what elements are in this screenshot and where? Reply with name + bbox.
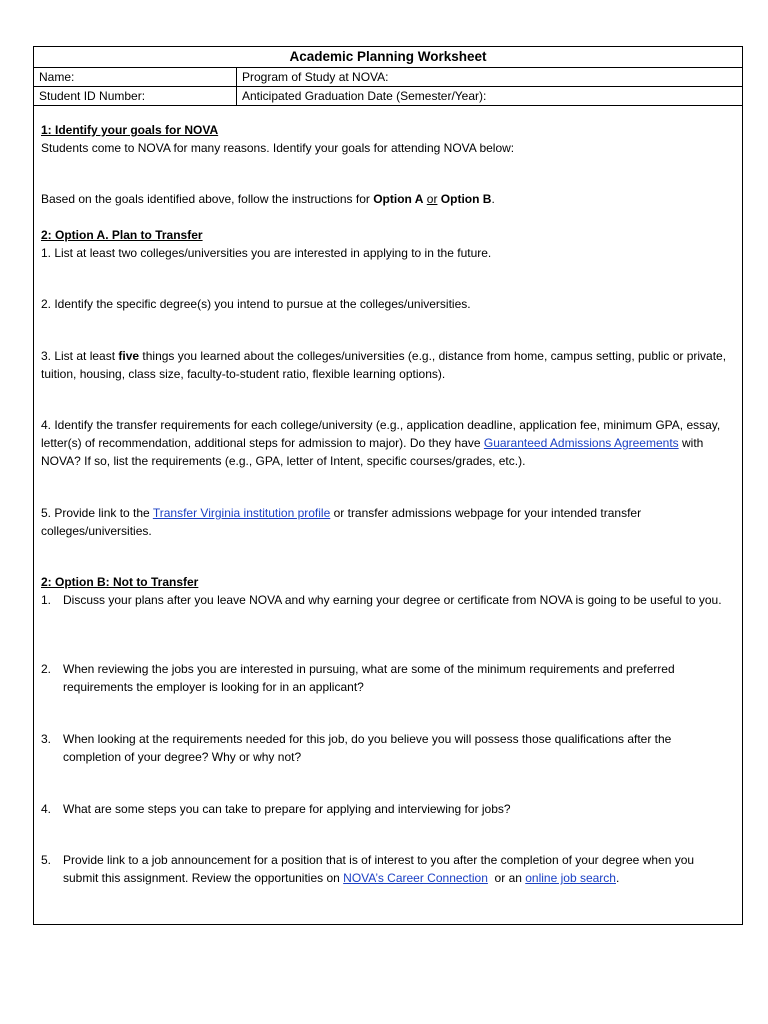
option-b-item-4 <box>41 800 731 818</box>
name-row <box>34 68 742 87</box>
option-a-q5 <box>41 504 731 540</box>
item-number: 1. <box>41 593 52 607</box>
q3-post: things you learned about the colleges/universities (e.g., distance from home, campus setting, public or private, tuition, housing, class size, faculty-to-student ratio, flexible learning options). <box>41 349 727 381</box>
item-number: 5. <box>41 853 52 867</box>
option-b-item-2 <box>41 660 731 696</box>
follow-period: . <box>491 192 495 206</box>
item-text: What are some steps you can take to prepare for applying and interviewing for jobs? <box>63 802 511 816</box>
item-text: When reviewing the jobs you are interested in pursuing, what are some of the minimum requirements and preferred requirements the employer is looking for in an applicant? <box>63 662 675 694</box>
item-number: 4. <box>41 802 52 816</box>
item-number: 2. <box>41 662 52 676</box>
program-label: Program of Study at NOVA: <box>242 70 389 84</box>
option-a-q1: 1. List at least two colleges/universities you are interested in applying to in the future. <box>41 246 492 260</box>
option-a-block <box>41 226 731 262</box>
graduation-label: Anticipated Graduation Date (Semester/Year): <box>242 89 487 103</box>
transfer-virginia-link[interactable]: Transfer Virginia institution profile <box>152 506 331 520</box>
item-text: Discuss your plans after you leave NOVA and why earning your degree or certificate from NOVA is going to be useful to you. <box>63 593 722 607</box>
student-id-row <box>34 87 742 106</box>
q5b-post: . <box>615 871 620 885</box>
option-b-label: Option B <box>440 192 492 206</box>
item-text: When looking at the requirements needed for this job, do you believe you will possess those qualifications after the completion of your degree? Why or why not? <box>63 732 672 764</box>
option-b-item-3 <box>41 730 731 766</box>
section1-block <box>41 121 731 157</box>
q4-pre: 4. Identify the transfer requirements for each college/university (e.g., application deadline, application fee, minimum GPA, essay, letter(s) of recommendation, additional steps for admission to major). Do they have <box>41 418 721 450</box>
option-b-heading <box>41 573 731 591</box>
option-a-label: Option A <box>373 192 424 206</box>
q5b-mid: or an <box>487 871 526 885</box>
section1-heading: 1: Identify your goals for NOVA <box>41 123 219 137</box>
online-job-search-link[interactable]: online job search <box>525 871 616 885</box>
career-connection-link[interactable]: NOVA’s Career Connection <box>343 871 488 885</box>
or-label: or <box>426 192 438 206</box>
item-text <box>41 851 731 887</box>
q3-bold: five <box>118 349 140 363</box>
option-b-item-5 <box>41 851 731 887</box>
option-a-q4 <box>41 416 731 470</box>
section1-text: Students come to NOVA for many reasons. Identify your goals for attending NOVA below: <box>41 141 515 155</box>
item-number: 3. <box>41 732 52 746</box>
worksheet-table <box>33 46 743 925</box>
q5b-pre: Provide link to a job announcement for a position that is of interest to you after the completion of your degree when you submit this assignment. Review the opportunities on <box>63 853 695 885</box>
guaranteed-admissions-link[interactable]: Guaranteed Admissions Agreements <box>483 436 679 450</box>
option-b-heading-text: 2: Option B: Not to Transfer <box>41 575 199 589</box>
option-a-q2: 2. Identify the specific degree(s) you intend to pursue at the colleges/universities. <box>41 297 471 311</box>
q4-post: with NOVA? If so, list the requirements (e.g., GPA, letter of Intent, specific courses/grades, etc.). <box>41 436 704 468</box>
option-b-item-1 <box>41 591 731 609</box>
q3-pre: 3. List at least <box>41 349 119 363</box>
q5-post: or transfer admissions webpage for your intended transfer colleges/universities. <box>41 506 642 538</box>
name-label: Name: <box>34 68 237 86</box>
option-a-q3 <box>41 347 731 383</box>
worksheet-title: Academic Planning Worksheet <box>34 47 742 68</box>
q5-pre: 5. Provide link to the <box>41 506 153 520</box>
option-a-heading: 2: Option A. Plan to Transfer <box>41 228 203 242</box>
follow-text: Based on the goals identified above, follow the instructions for <box>41 192 374 206</box>
student-id-label: Student ID Number: <box>34 87 237 105</box>
section1-follow <box>41 190 731 208</box>
